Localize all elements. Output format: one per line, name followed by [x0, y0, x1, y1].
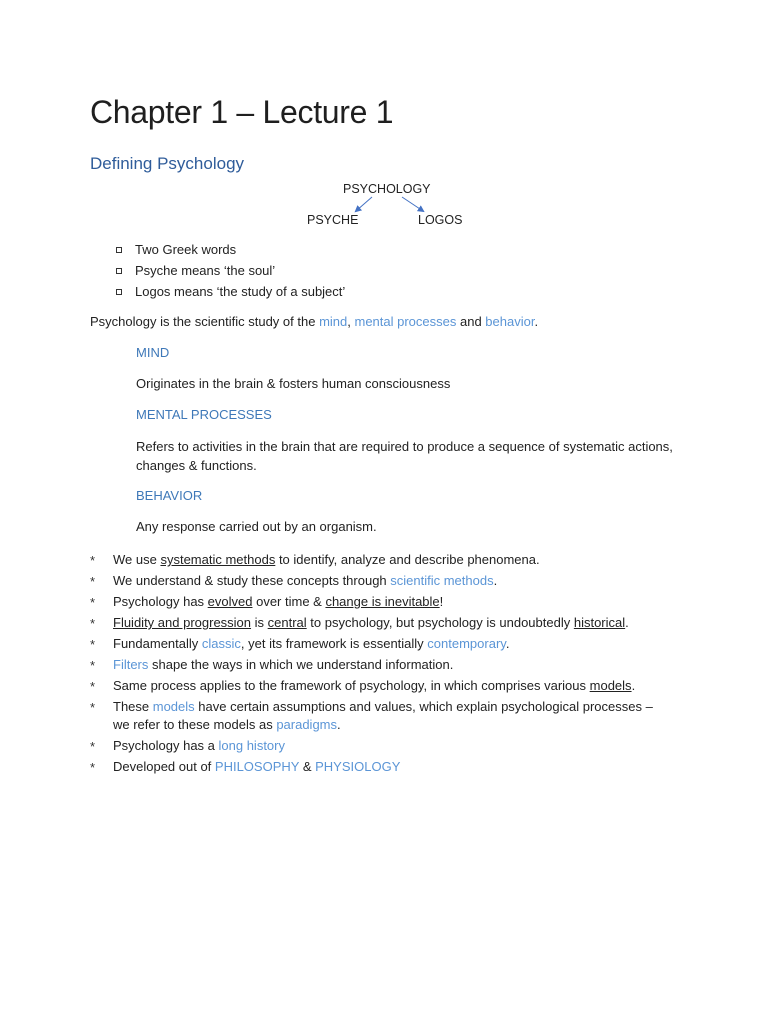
text-run: . — [337, 717, 341, 732]
definition-heading-behavior: BEHAVIOR — [136, 488, 203, 503]
diagram-right-label: LOGOS — [418, 213, 463, 227]
text-run: ! — [439, 594, 444, 609]
definition-heading-mental-processes: MENTAL PROCESSES — [136, 407, 272, 422]
text-run: . — [625, 615, 629, 630]
diagram-root-label: PSYCHOLOGY — [343, 182, 431, 196]
asterisk-bullet-icon: * — [90, 700, 96, 715]
text-run: We use — [113, 552, 161, 567]
diagram-left-label: PSYCHE — [307, 213, 359, 227]
etymology-diagram — [290, 178, 490, 234]
underlined-term: models — [589, 678, 632, 693]
highlighted-term: PHILOSOPHY — [214, 759, 300, 774]
square-bullet-icon — [116, 289, 122, 295]
list-item — [90, 697, 690, 736]
asterisk-bullet-icon: * — [90, 679, 96, 694]
text-run: . — [505, 636, 510, 651]
text-run: Psychology has a — [113, 738, 219, 753]
text-run: to psychology, but psychology is undoubtedly — [306, 615, 574, 630]
highlighted-term: classic — [201, 636, 241, 651]
intro-text: and — [456, 314, 486, 329]
underlined-term: evolved — [207, 594, 253, 609]
text-run: is — [251, 615, 268, 630]
highlighted-term: long history — [218, 738, 285, 753]
highlighted-term: contemporary — [427, 636, 506, 651]
text-run: Same process applies to the framework of psychology, in which comprises various — [113, 678, 590, 693]
asterisk-bullet-icon: * — [90, 739, 96, 754]
text-run: Psychology has — [113, 594, 208, 609]
asterisk-bullet-icon: * — [90, 574, 96, 589]
list-item — [90, 757, 690, 778]
intro-term-mental-processes: mental processes — [354, 314, 457, 329]
text-run: Developed out of — [113, 759, 215, 774]
list-item — [90, 736, 690, 757]
asterisk-bullet-icon: * — [90, 637, 96, 652]
intro-term-behavior: behavior — [485, 314, 535, 329]
list-item — [90, 592, 690, 613]
list-item — [114, 262, 345, 283]
underlined-term: Fluidity and progression — [113, 615, 252, 630]
highlighted-term: scientific methods — [390, 573, 494, 588]
list-item — [114, 241, 345, 262]
list-item — [114, 283, 345, 304]
list-item-text: Two Greek words — [135, 242, 237, 257]
text-run: , yet its framework is essentially — [240, 636, 428, 651]
underlined-term: systematic methods — [160, 552, 276, 567]
list-item-text: Psyche means ‘the soul’ — [135, 263, 276, 278]
underlined-term: central — [267, 615, 307, 630]
page-title: Chapter 1 – Lecture 1 — [90, 94, 394, 130]
text-run: over time & — [252, 594, 326, 609]
square-bullet-icon — [116, 247, 122, 253]
text-run: These — [113, 699, 153, 714]
intro-text: Psychology is the scientific study of the — [90, 314, 320, 329]
list-item-text: Logos means ‘the study of a subject’ — [135, 284, 346, 299]
square-bullet-icon — [116, 268, 122, 274]
key-points-list — [90, 550, 690, 778]
asterisk-bullet-icon: * — [90, 616, 96, 631]
intro-text: . — [534, 314, 539, 329]
list-item — [90, 613, 690, 634]
list-item — [90, 655, 690, 676]
text-run: & — [299, 759, 316, 774]
text-run: We understand & study these concepts through — [113, 573, 391, 588]
underlined-term: historical — [573, 615, 626, 630]
definition-text-mind: Originates in the brain & fosters human consciousness — [136, 376, 451, 391]
highlighted-term: PHYSIOLOGY — [315, 759, 401, 774]
text-run: have certain assumptions and values, which explain psychological processes – we refer to these models as — [113, 699, 653, 732]
greek-words-list — [114, 241, 345, 304]
definition-text-behavior: Any response carried out by an organism. — [136, 519, 377, 534]
intro-term-mind: mind — [319, 314, 348, 329]
text-run: Fundamentally — [113, 636, 202, 651]
highlighted-term: Filters — [113, 657, 149, 672]
section-heading: Defining Psychology — [90, 154, 245, 173]
text-run: . — [631, 678, 636, 693]
asterisk-bullet-icon: * — [90, 595, 96, 610]
list-item — [90, 676, 690, 697]
intro-text: , — [347, 314, 355, 329]
asterisk-bullet-icon: * — [90, 553, 96, 568]
arrow-to-logos — [402, 197, 423, 211]
underlined-term: change is inevitable — [325, 594, 440, 609]
definition-text-mental-processes: Refers to activities in the brain that are required to produce a sequence of systematic actions, changes & functions. — [136, 439, 673, 473]
text-run: shape the ways in which we understand information. — [148, 657, 454, 672]
highlighted-term: paradigms — [276, 717, 338, 732]
definition-heading-mind: MIND — [136, 345, 170, 360]
list-item — [90, 634, 690, 655]
arrow-to-psyche — [356, 197, 372, 211]
list-item — [90, 550, 690, 571]
text-run: to identify, analyze and describe phenomena. — [275, 552, 540, 567]
intro-paragraph — [90, 313, 538, 331]
asterisk-bullet-icon: * — [90, 760, 96, 775]
asterisk-bullet-icon: * — [90, 658, 96, 673]
text-run: . — [493, 573, 498, 588]
highlighted-term: models — [152, 699, 195, 714]
list-item — [90, 571, 690, 592]
